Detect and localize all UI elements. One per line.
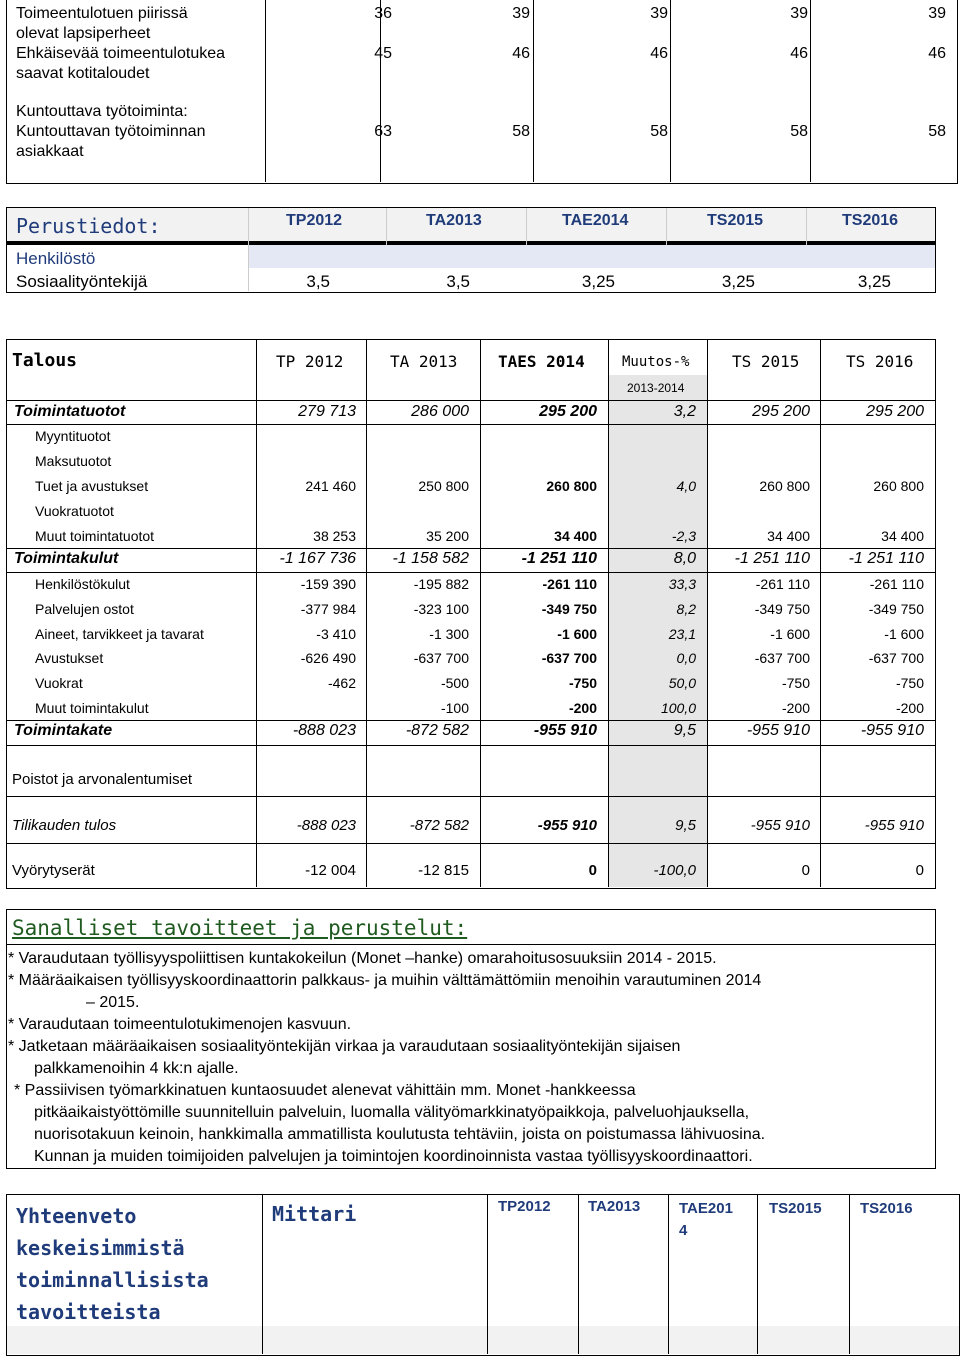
cell: 39 [512, 5, 530, 22]
text-line: * Jatketaan määräaikaisen sosiaalityöntekijän virkaa ja varaudutaan sosiaalityöntekijän sijaisen [8, 1038, 681, 1055]
cell: 3,25 [721, 272, 755, 291]
text-line: * Varaudutaan toimeentulotukimenojen kasvuun. [8, 1016, 352, 1033]
row-label-ehkaiseva-2: saavat kotitaloudet [16, 65, 150, 82]
row-label: Henkilöstökulut [35, 576, 130, 592]
cell: 63 [374, 123, 392, 140]
cell: 0 [801, 862, 810, 879]
cell: -3 410 [316, 626, 356, 642]
cell: 279 713 [298, 403, 356, 420]
col-header: TA2013 [588, 1198, 641, 1215]
cell: 58 [928, 123, 946, 140]
cell: 0,0 [676, 650, 696, 666]
col-header: TAE2014 [562, 212, 629, 229]
cell: 3,2 [673, 403, 696, 420]
cell: -200 [895, 700, 924, 716]
cell: 260 800 [759, 478, 810, 494]
cell: -100,0 [653, 862, 696, 879]
cell: -955 910 [750, 817, 810, 834]
talous-title: Talous [12, 350, 78, 371]
cell: 39 [928, 5, 946, 22]
cell: 58 [790, 123, 808, 140]
text-line: – 2015. [86, 994, 140, 1011]
cell: -462 [327, 675, 356, 691]
cell: 39 [790, 5, 808, 22]
cell: -12 004 [305, 862, 356, 879]
cell: 3,5 [446, 272, 470, 291]
cell: 295 200 [752, 403, 810, 420]
cell: -872 582 [409, 817, 469, 834]
cell: 100,0 [660, 700, 696, 716]
row-label-lapsiperheet: Toimeentulotuen piirissä [16, 5, 188, 22]
row-label: Aineet, tarvikkeet ja tavarat [35, 626, 204, 642]
row-label: Avustukset [35, 650, 104, 666]
row-label: Toimintatuotot [14, 403, 126, 420]
row-label: Myyntituotot [35, 428, 111, 444]
cell: 38 253 [313, 528, 356, 544]
col-header: TAE201 4 [679, 1200, 733, 1239]
cell: -200 [781, 700, 810, 716]
cell: -100 [440, 700, 469, 716]
cell: -195 882 [413, 576, 469, 592]
cell: -1 600 [770, 626, 810, 642]
cell: -637 700 [541, 650, 597, 666]
row-label: Palvelujen ostot [35, 601, 134, 617]
cell: 46 [928, 45, 946, 62]
cell: -261 110 [755, 576, 810, 592]
text-line: * Passiivisen työmarkkinatuen kuntaosuudet alenevat vähittäin mm. Monet -hankkeessa [14, 1082, 636, 1099]
mittari-header: Mittari [272, 1202, 357, 1226]
cell: 50,0 [668, 675, 696, 691]
cell: -1 251 110 [521, 550, 597, 567]
cell: -261 110 [542, 576, 597, 592]
cell: 46 [512, 45, 530, 62]
cell: 58 [650, 123, 668, 140]
cell: 260 800 [873, 478, 924, 494]
cell: -261 110 [869, 576, 924, 592]
cell: -1 600 [884, 626, 924, 642]
cell: 9,5 [675, 817, 696, 834]
cell: 46 [790, 45, 808, 62]
row-label-sosiaalityontekija: Sosiaalityöntekijä [16, 272, 148, 291]
cell: 4,0 [676, 478, 696, 494]
row-label: Muut toimintakulut [35, 700, 149, 716]
row-label-ehkaiseva: Ehkäisevää toimeentulotukea [16, 45, 226, 62]
row-label: Tilikauden tulos [12, 817, 117, 834]
row-label: Muut toimintatuotot [35, 528, 155, 544]
text-line: pitkäaikaistyöttömille suunnitelluin palveluin, luomalla välityömarkkinatyöpaikkoja, palveluohjauksella, [34, 1104, 750, 1121]
cell: 23,1 [668, 626, 696, 642]
section-henkilosto: Henkilöstö [16, 249, 96, 268]
cell: 33,3 [668, 576, 696, 592]
cell: 39 [650, 5, 668, 22]
row-label: Vuokratuotot [35, 503, 114, 519]
col-header: TS2016 [860, 1200, 913, 1217]
col-header: TS2016 [842, 212, 899, 229]
cell: 35 200 [426, 528, 469, 544]
cell: 295 200 [539, 403, 597, 420]
cell: 260 800 [546, 478, 597, 494]
col-header: TP2012 [498, 1198, 551, 1215]
cell: -955 910 [537, 817, 597, 834]
cell: -323 100 [413, 601, 469, 617]
cell: -12 815 [418, 862, 469, 879]
cell: 3,25 [857, 272, 891, 291]
cell: 241 460 [305, 478, 356, 494]
cell: -200 [568, 700, 597, 716]
row-label-kuntouttava: Kuntouttavan työtoiminnan [16, 123, 206, 140]
cell: -955 910 [860, 722, 924, 739]
cell: -1 167 736 [279, 550, 356, 567]
col-header: Muutos-% [622, 354, 690, 370]
cell: 0 [915, 862, 924, 879]
row-label: Vuokrat [35, 675, 83, 691]
cell: -626 490 [300, 650, 356, 666]
sanalliset-title: Sanalliset tavoitteet ja perustelut: [12, 916, 468, 940]
col-header: TA2013 [426, 212, 482, 229]
col-header: TS2015 [707, 212, 764, 229]
cell: -637 700 [413, 650, 469, 666]
cell: -500 [440, 675, 469, 691]
row-label-lapsiperheet-2: olevat lapsiperheet [16, 25, 151, 42]
cell: -1 251 110 [848, 550, 924, 567]
row-label: Poistot ja arvonalentumiset [12, 771, 193, 788]
cell: 34 400 [881, 528, 924, 544]
text-line: Kunnan ja muiden toimijoiden palvelujen ja toimintojen koordinoinnista vastaa työllisyyskoordinaattori. [34, 1148, 753, 1165]
cell: 34 400 [767, 528, 810, 544]
cell: 46 [650, 45, 668, 62]
cell: -637 700 [754, 650, 810, 666]
cell: -955 910 [533, 722, 597, 739]
cell: -1 158 582 [392, 550, 469, 567]
col-header: TP 2012 [276, 352, 344, 371]
cell: -888 023 [292, 722, 356, 739]
cell: 295 200 [866, 403, 924, 420]
col-header: TAES 2014 [498, 352, 585, 371]
row-label: Maksutuotot [35, 453, 112, 469]
cell: 58 [512, 123, 530, 140]
cell: 9,5 [673, 722, 696, 739]
cell: 36 [374, 5, 392, 22]
cell: -750 [895, 675, 924, 691]
cell: -349 750 [868, 601, 924, 617]
text-line: * Määräaikaisen työllisyyskoordinaattorin palkkaus- ja muihin välttämättömiin menoihin varautuminen 2014 [8, 972, 762, 989]
cell: -637 700 [868, 650, 924, 666]
row-label: Vyörytyserät [12, 862, 95, 879]
cell: 8,2 [676, 601, 696, 617]
cell: 0 [588, 862, 597, 879]
text-line: nuorisotakuun keinoin, hankkimalla ammatillista koulutusta tehtäviin, joista on poistumassa lähivuosina. [34, 1126, 766, 1143]
yhteenveto-title: Yhteenveto keskeisimmistä toiminnallisista tavoitteista [16, 1204, 209, 1324]
cell: 3,5 [306, 272, 330, 291]
perustiedot-title: Perustiedot: [16, 214, 161, 238]
cell: -750 [781, 675, 810, 691]
cell: 286 000 [411, 403, 469, 420]
col-header: TS2015 [769, 1200, 822, 1217]
cell: 250 800 [418, 478, 469, 494]
col-header: TA 2013 [390, 352, 458, 371]
row-label: Toimintakate [14, 722, 113, 739]
text-line: * Varaudutaan työllisyyspoliittisen kuntakokeilun (Monet –hanke) omarahoitusosuuksiin 2014 - 2015. [8, 950, 717, 967]
cell: 8,0 [673, 550, 696, 567]
row-label: Tuet ja avustukset [35, 478, 149, 494]
cell: -2,3 [671, 528, 696, 544]
col-header: TS 2015 [732, 352, 800, 371]
text-line: palkkamenoihin 4 kk:n ajalle. [34, 1060, 239, 1077]
cell: -750 [568, 675, 597, 691]
subheader-period: 2013-2014 [627, 381, 685, 395]
cell: 34 400 [554, 528, 597, 544]
cell: -888 023 [296, 817, 356, 834]
cell: -349 750 [754, 601, 810, 617]
col-header: TS 2016 [846, 352, 914, 371]
cell: -377 984 [300, 601, 356, 617]
cell: -349 750 [541, 601, 597, 617]
cell: -1 600 [557, 626, 597, 642]
row-label: Toimintakulut [14, 550, 119, 567]
row-heading-kuntouttava: Kuntouttava työtoiminta: [16, 103, 188, 120]
cell: -955 910 [746, 722, 810, 739]
cell: -1 300 [429, 626, 469, 642]
row-label-kuntouttava-2: asiakkaat [16, 143, 84, 160]
cell: 45 [374, 45, 392, 62]
col-header: TP2012 [286, 212, 343, 229]
cell: -1 251 110 [734, 550, 810, 567]
cell: -872 582 [405, 722, 469, 739]
cell: 3,25 [581, 272, 615, 291]
cell: -955 910 [864, 817, 924, 834]
cell: -159 390 [300, 576, 356, 592]
